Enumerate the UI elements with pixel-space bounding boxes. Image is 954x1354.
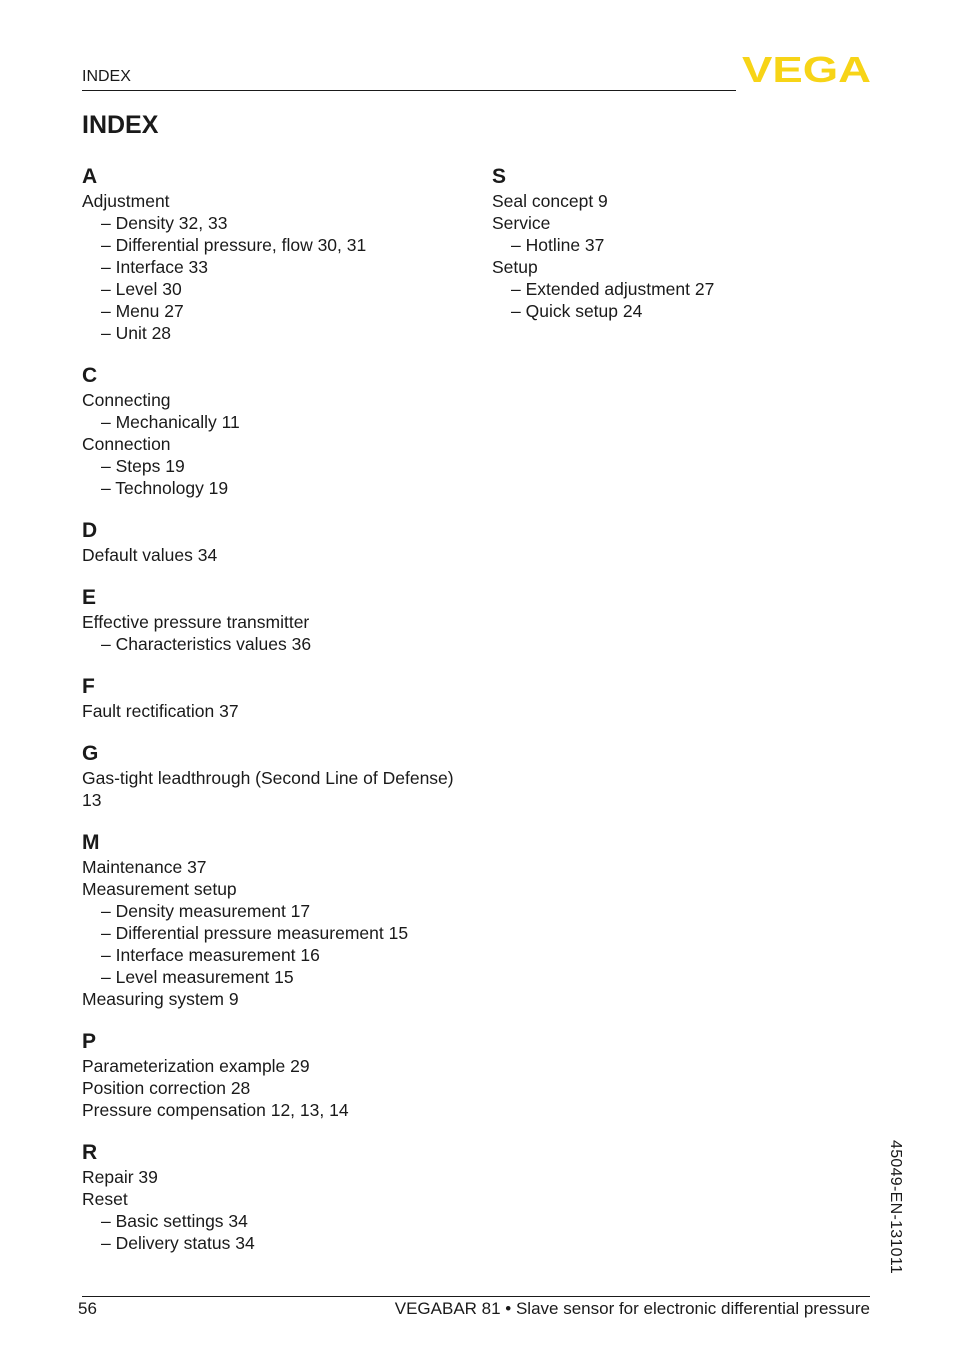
index-subentry: – Differential pressure, flow 30, 31 bbox=[101, 235, 367, 255]
index-letter: A bbox=[82, 165, 98, 188]
index-entry: Reset bbox=[82, 1189, 128, 1209]
index-subentry: – Steps 19 bbox=[101, 456, 185, 476]
index-section-s bbox=[492, 164, 832, 322]
index-letter: P bbox=[82, 1030, 97, 1053]
index-section-g bbox=[82, 741, 482, 811]
footer-rule bbox=[82, 1296, 870, 1297]
index-subentry: – Level measurement 15 bbox=[101, 967, 294, 987]
index-entry: Fault rectification 37 bbox=[82, 701, 239, 721]
index-section-f bbox=[82, 674, 482, 722]
vega-logo bbox=[741, 52, 872, 84]
index-subentry: – Mechanically 11 bbox=[101, 412, 240, 432]
index-letter: C bbox=[82, 364, 98, 387]
index-column-left bbox=[82, 164, 482, 1273]
index-entry: Connecting bbox=[82, 390, 171, 410]
index-section-r bbox=[82, 1140, 482, 1254]
index-section-c bbox=[82, 363, 482, 499]
index-subentry: – Level 30 bbox=[101, 279, 182, 299]
index-entry: Measuring system 9 bbox=[82, 989, 239, 1009]
index-subentry: – Differential pressure measurement 15 bbox=[101, 923, 409, 943]
index-subentry: – Interface measurement 16 bbox=[101, 945, 320, 965]
index-entry: Default values 34 bbox=[82, 545, 218, 565]
index-letter: G bbox=[82, 742, 99, 765]
index-subentry: – Hotline 37 bbox=[511, 235, 605, 255]
index-entry: Adjustment bbox=[82, 191, 170, 211]
index-subentry: – Characteristics values 36 bbox=[101, 634, 312, 654]
index-entry: Repair 39 bbox=[82, 1167, 158, 1187]
index-subentry: – Basic settings 34 bbox=[101, 1211, 248, 1231]
page-number: 56 bbox=[78, 1299, 97, 1318]
index-entry: Maintenance 37 bbox=[82, 857, 207, 877]
index-letter: R bbox=[82, 1141, 98, 1164]
index-letter: E bbox=[82, 586, 97, 609]
index-section-m bbox=[82, 830, 482, 1010]
index-letter: D bbox=[82, 519, 98, 542]
document-code: 45049-EN-131011 bbox=[887, 1140, 904, 1275]
index-entry: Service bbox=[492, 213, 551, 233]
index-entry: Effective pressure transmitter bbox=[82, 612, 310, 632]
index-section-d bbox=[82, 518, 482, 566]
index-entry: Gas-tight leadthrough (Second Line of Defense) bbox=[82, 768, 454, 788]
index-subentry: – Menu 27 bbox=[101, 301, 184, 321]
header-label: INDEX bbox=[82, 68, 131, 85]
index-section-a bbox=[82, 164, 482, 344]
index-entry: Setup bbox=[492, 257, 538, 277]
index-subentry: – Technology 19 bbox=[101, 478, 229, 498]
index-subentry: – Interface 33 bbox=[101, 257, 209, 277]
index-entry: Parameterization example 29 bbox=[82, 1056, 310, 1076]
footer-title: VEGABAR 81 • Slave sensor for electronic differential pressure bbox=[394, 1299, 870, 1318]
index-entry: Seal concept 9 bbox=[492, 191, 608, 211]
index-subentry: – Extended adjustment 27 bbox=[511, 279, 715, 299]
index-subentry: – Density 32, 33 bbox=[101, 213, 228, 233]
index-entry: Connection bbox=[82, 434, 171, 454]
index-section-e bbox=[82, 585, 482, 655]
index-letter: S bbox=[492, 165, 507, 188]
logo-text: VEGA bbox=[742, 52, 871, 84]
index-entry: Pressure compensation 12, 13, 14 bbox=[82, 1100, 349, 1120]
index-subentry: – Unit 28 bbox=[101, 323, 172, 343]
index-letter: F bbox=[82, 675, 95, 698]
header-rule bbox=[82, 90, 736, 91]
index-subentry: – Quick setup 24 bbox=[511, 301, 643, 321]
index-entry: Position correction 28 bbox=[82, 1078, 251, 1098]
index-column-right bbox=[492, 164, 832, 341]
index-letter: M bbox=[82, 831, 100, 854]
index-section-p bbox=[82, 1029, 482, 1121]
page-title: INDEX bbox=[82, 111, 159, 139]
index-subentry: – Density measurement 17 bbox=[101, 901, 311, 921]
index-subentry: – Delivery status 34 bbox=[101, 1233, 255, 1253]
index-entry: 13 bbox=[82, 790, 102, 810]
index-entry: Measurement setup bbox=[82, 879, 237, 899]
